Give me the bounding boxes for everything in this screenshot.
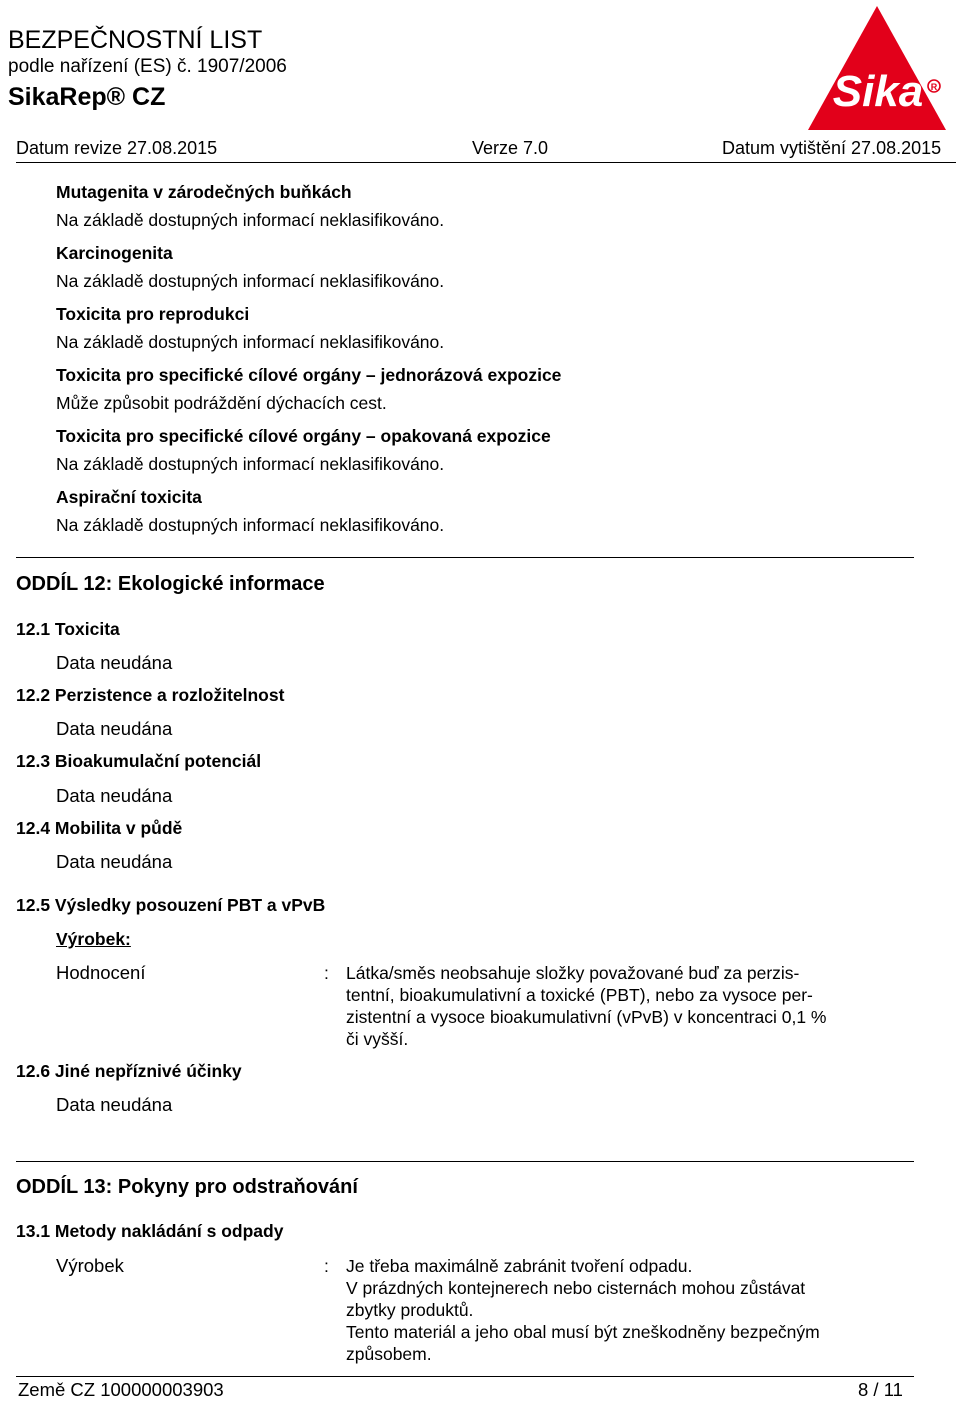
subsection-text: Data neudána: [56, 851, 173, 872]
colon: :: [324, 963, 329, 983]
revision-date: Datum revize 27.08.2015: [16, 138, 218, 158]
print-date: Datum vytištění 27.08.2015: [722, 138, 942, 158]
svg-text:R: R: [930, 82, 938, 92]
tox-text: Na základě dostupných informací neklasifikováno.: [56, 271, 445, 291]
footer-country-code: Země CZ 100000003903: [18, 1379, 224, 1400]
logo-text: Sika: [832, 67, 924, 116]
header-divider: [16, 162, 956, 163]
section-12-heading: ODDÍL 12: Ekologické informace: [16, 573, 325, 595]
section-13-heading: ODDÍL 13: Pokyny pro odstraňování: [16, 1176, 358, 1198]
version: Verze 7.0: [472, 138, 549, 158]
tox-text: Může způsobit podráždění dýchacích cest.: [56, 393, 387, 413]
subsection-title: 12.4 Mobilita v půdě: [16, 818, 183, 838]
regulation-line: podle nařízení (ES) č. 1907/2006: [8, 56, 287, 77]
product-sublabel: Výrobek:: [56, 929, 131, 949]
section-divider: [16, 557, 914, 558]
page-number: 8 / 11: [858, 1379, 903, 1400]
tox-text: Na základě dostupných informací neklasifikováno.: [56, 454, 445, 474]
waste-product-label: Výrobek: [56, 1255, 124, 1276]
subsection-title: 12.6 Jiné nepříznivé účinky: [16, 1061, 242, 1081]
assessment-label: Hodnocení: [56, 962, 146, 983]
assessment-value: Látka/směs neobsahuje složky považované buď za perzis- tentní, bioakumulativní a toxické (PBT), nebo za vysoce per- zistentní a vysoce bioakumulativní (vPvB) v koncentraci 0,1 % či vyšší.: [346, 963, 827, 1049]
subsection-title: 12.5 Výsledky posouzení PBT a vPvB: [16, 895, 326, 915]
subsection-text: Data neudána: [56, 718, 173, 739]
document-title: BEZPEČNOSTNÍ LIST: [8, 26, 263, 54]
tox-text: Na základě dostupných informací neklasifikováno.: [56, 332, 445, 352]
subsection-title: 13.1 Metody nakládání s odpady: [16, 1221, 284, 1241]
tox-title: Toxicita pro specifické cílové orgány – opakovaná expozice: [56, 426, 551, 446]
colon: :: [324, 1256, 329, 1276]
sika-logo-icon: [806, 4, 948, 132]
product-name: SikaRep® CZ: [8, 83, 166, 111]
tox-title: Toxicita pro specifické cílové orgány – jednorázová expozice: [56, 365, 562, 385]
tox-title: Karcinogenita: [56, 243, 173, 263]
subsection-title: 12.1 Toxicita: [16, 619, 120, 639]
waste-methods-value: Je třeba maximálně zabránit tvoření odpadu. V prázdných kontejnerech nebo cisternách mohou zůstávat zbytky produktů. Tento materiál a jeho obal musí být zneškodněny bezpečným způsobem.: [346, 1256, 820, 1364]
subsection-text: Data neudána: [56, 652, 173, 673]
tox-title: Mutagenita v zárodečných buňkách: [56, 182, 352, 202]
subsection-title: 12.3 Bioakumulační potenciál: [16, 751, 262, 771]
subsection-title: 12.2 Perzistence a rozložitelnost: [16, 685, 285, 705]
section-divider: [16, 1161, 914, 1162]
subsection-text: Data neudána: [56, 1094, 173, 1115]
tox-text: Na základě dostupných informací neklasifikováno.: [56, 210, 445, 230]
subsection-text: Data neudána: [56, 785, 173, 806]
footer-divider: [16, 1376, 914, 1377]
tox-text: Na základě dostupných informací neklasifikováno.: [56, 515, 445, 535]
tox-title: Toxicita pro reprodukci: [56, 304, 250, 324]
tox-title: Aspirační toxicita: [56, 487, 202, 507]
